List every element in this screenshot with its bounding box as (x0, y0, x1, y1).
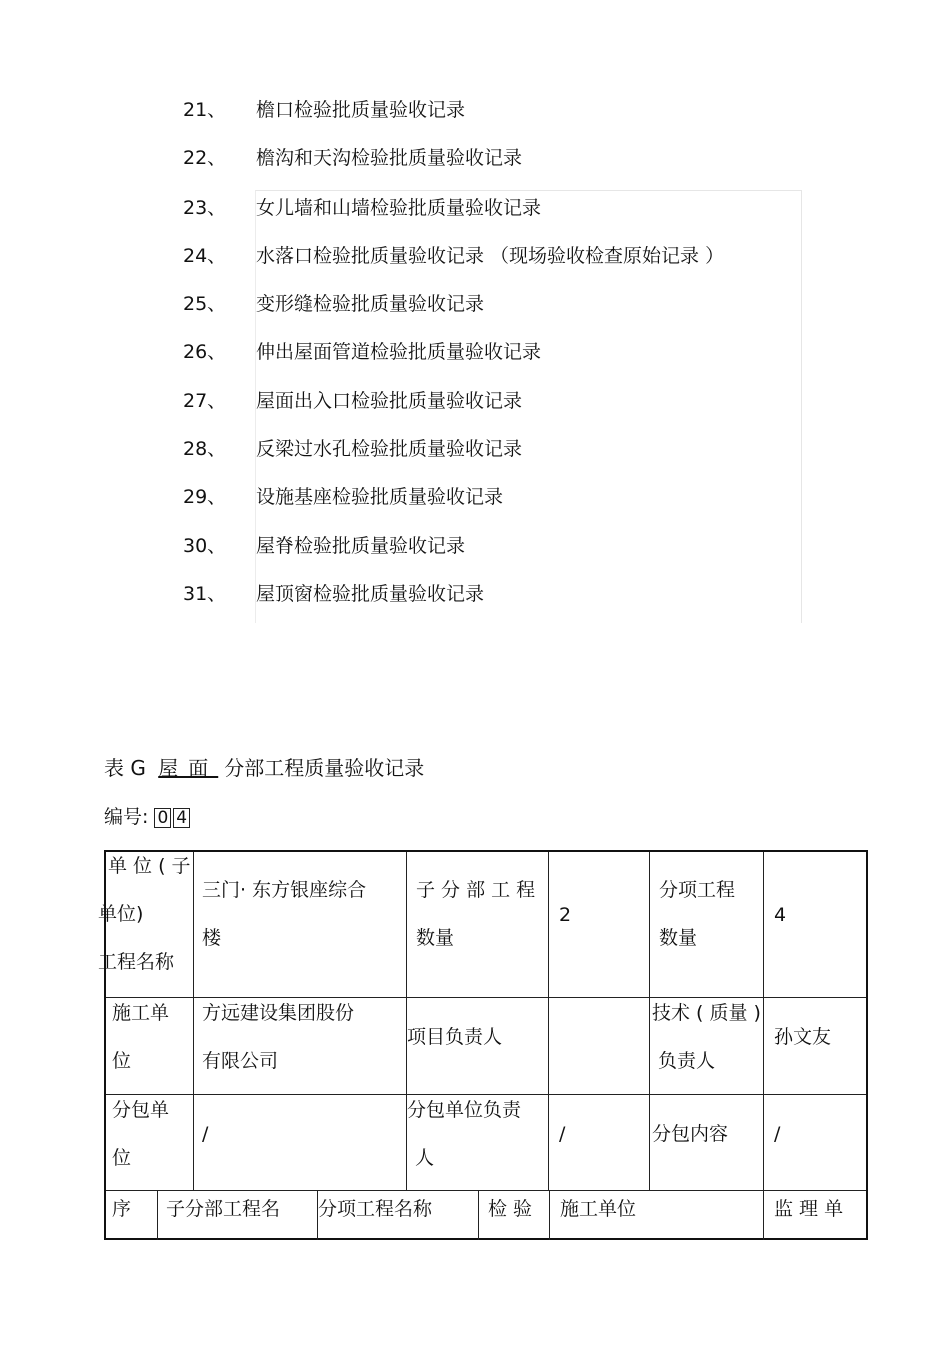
list-item-number: 29、 (183, 486, 227, 508)
sub-lead-label-line2: 人 (415, 1147, 435, 1169)
item-count-label-line2: 数量 (659, 927, 698, 949)
col-divider-4 (649, 852, 650, 1190)
col-supervisor: 监 理 单 (774, 1198, 844, 1220)
col-divider-3 (548, 852, 549, 1190)
subcontractor-label (112, 1086, 169, 1182)
list-item-number: 22、 (183, 147, 227, 169)
list-item-number: 21、 (183, 99, 227, 121)
tech-lead-value: 孙文友 (774, 1026, 832, 1048)
list-item-number: 30、 (183, 535, 227, 557)
list-item (0, 193, 950, 223)
list-item (0, 579, 950, 609)
col-subdivision-name: 子分部工程名 (166, 1198, 281, 1220)
title-prefix: 表 G (104, 756, 146, 780)
list-item-text: 屋顶窗检验批质量验收记录 (256, 583, 485, 605)
project-name-line1: 三门· 东方银座综合 (202, 879, 367, 901)
col-divider-r4-5 (763, 1190, 764, 1240)
col-seq: 序 (112, 1198, 132, 1220)
code-digit-1: 0 (154, 808, 171, 828)
tech-lead-label-line2: 负责人 (658, 1050, 716, 1072)
item-count-label (659, 866, 735, 962)
project-name (202, 866, 366, 962)
code-label: 编号: (104, 806, 149, 828)
col-constructor: 施工单位 (560, 1198, 637, 1220)
sub-lead-value: / (559, 1123, 566, 1145)
list-item-number: 23、 (183, 197, 227, 219)
subdivision-count-value: 2 (559, 904, 572, 926)
list-item (0, 143, 950, 173)
code-digit-2: 4 (173, 808, 190, 828)
list-item-number: 24、 (183, 245, 227, 267)
contractor-name (202, 989, 354, 1085)
title-suffix: 分部工程质量验收记录 (224, 756, 425, 780)
contractor-label-line1: 施工单 (112, 1002, 170, 1024)
unit-name-label-line3: 工程名称 (98, 951, 175, 973)
list-item (0, 482, 950, 512)
subcontractor-label-line2: 位 (112, 1147, 132, 1169)
col-inspection: 检 验 (488, 1198, 533, 1220)
col-divider-r4-3 (478, 1190, 479, 1240)
form-title (104, 752, 424, 781)
unit-name-label (98, 842, 191, 986)
sub-lead-label (407, 1086, 521, 1182)
list-item-text: 变形缝检验批质量验收记录 (256, 293, 485, 315)
list-item-number: 25、 (183, 293, 227, 315)
tech-lead-label-line1: 技术 ( 质量 ) (652, 1002, 761, 1024)
title-blank-text: 屋面 (158, 756, 219, 780)
contractor-name-line2: 有限公司 (202, 1050, 279, 1072)
form-code (104, 802, 192, 829)
list-item-text: 屋面出入口检验批质量验收记录 (256, 390, 523, 412)
subdivision-count-label-line2: 数量 (416, 927, 455, 949)
list-item (0, 289, 950, 319)
col-divider-r4-4 (549, 1190, 550, 1240)
unit-name-label-line1: 单 位 ( 子 (108, 855, 191, 877)
subdivision-count-label-line1: 子 分 部 工 程 (416, 879, 536, 901)
contractor-label-line2: 位 (112, 1050, 132, 1072)
list-item (0, 241, 950, 271)
col-divider-5 (763, 852, 764, 1190)
list-item (0, 337, 950, 367)
list-item-number: 28、 (183, 438, 227, 460)
list-item-text: 檐沟和天沟检验批质量验收记录 (256, 147, 523, 169)
sub-content-label: 分包内容 (652, 1123, 729, 1145)
project-manager-label: 项目负责人 (407, 1026, 503, 1048)
list-item-text: 水落口检验批质量验收记录 （现场验收检查原始记录 ） (256, 245, 725, 267)
tech-lead-label (652, 989, 761, 1085)
list-item (0, 434, 950, 464)
subcontractor-label-line1: 分包单 (112, 1099, 170, 1121)
list-item-number: 31、 (183, 583, 227, 605)
acceptance-table (98, 850, 868, 1240)
list-item (0, 95, 950, 125)
col-divider-1 (193, 852, 194, 1190)
list-item-text: 伸出屋面管道检验批质量验收记录 (256, 341, 542, 363)
list-item (0, 386, 950, 416)
col-item-name: 分项工程名称 (318, 1198, 433, 1220)
subdivision-count-label (416, 866, 535, 962)
unit-name-label-line2: 单位) (98, 903, 144, 925)
list-item-text: 檐口检验批质量验收记录 (256, 99, 466, 121)
list-item-text: 女儿墙和山墙检验批质量验收记录 (256, 197, 542, 219)
item-count-value: 4 (774, 904, 787, 926)
title-blank (152, 756, 224, 780)
sub-content-value: / (774, 1123, 781, 1145)
list-item-text: 屋脊检验批质量验收记录 (256, 535, 466, 557)
contractor-name-line1: 方远建设集团股份 (202, 1002, 355, 1024)
project-name-line2: 楼 (202, 927, 222, 949)
sub-lead-label-line1: 分包单位负责 (407, 1099, 522, 1121)
item-count-label-line1: 分项工程 (659, 879, 736, 901)
subcontractor-value: / (202, 1123, 209, 1145)
list-item-number: 26、 (183, 341, 227, 363)
list-item-text: 设施基座检验批质量验收记录 (256, 486, 504, 508)
list-item-text: 反梁过水孔检验批质量验收记录 (256, 438, 523, 460)
list-item-number: 27、 (183, 390, 227, 412)
list-item (0, 531, 950, 561)
col-divider-r4-1 (157, 1190, 158, 1240)
contractor-label (112, 989, 169, 1085)
